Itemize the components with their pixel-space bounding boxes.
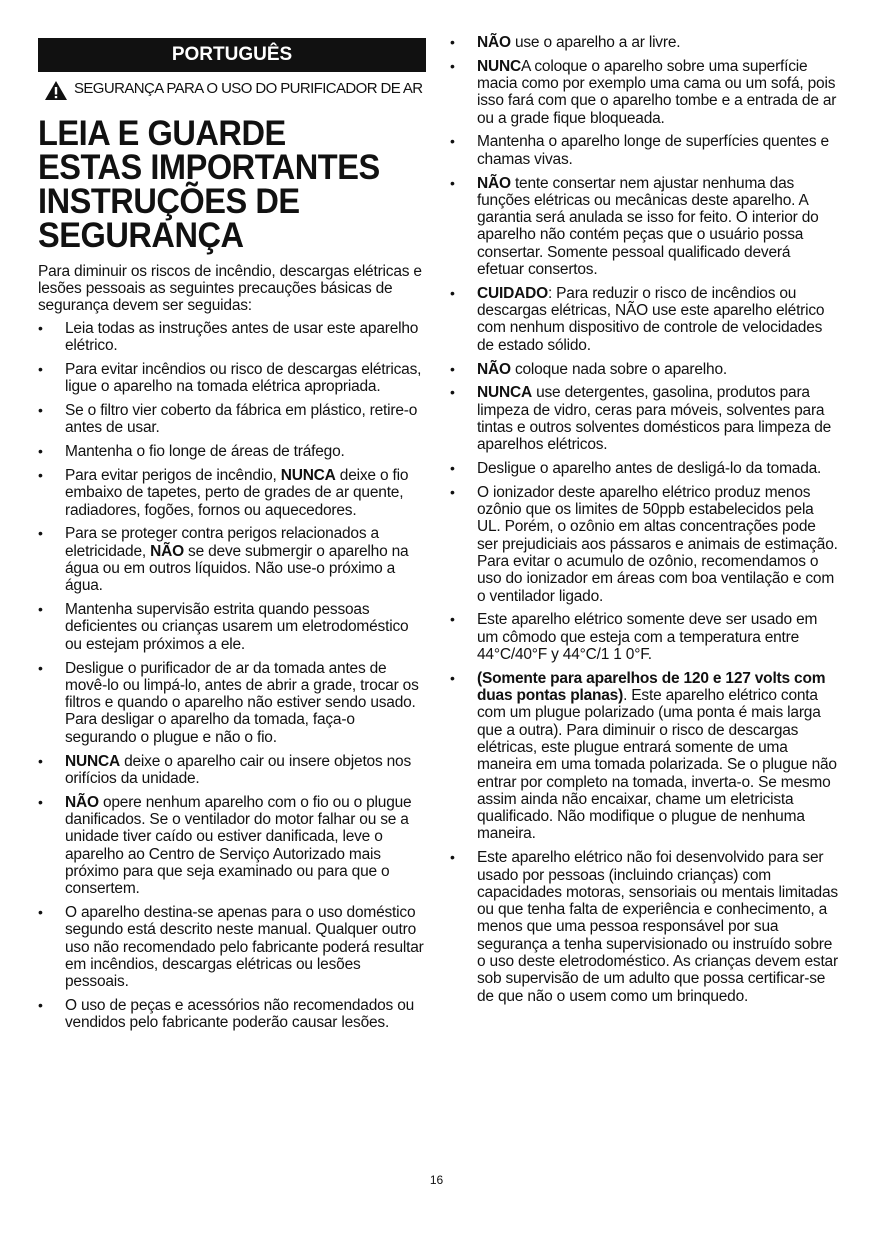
safety-item bbox=[450, 361, 840, 378]
safety-item-text: Desligue o aparelho antes de desligá-lo da tomada. bbox=[477, 460, 822, 478]
safety-item bbox=[450, 175, 840, 279]
safety-item-text: : Para reduzir o risco de incêndios ou descargas elétricas, NÃO use este aparelho elétrico com nenhum dispositivo de controle de velocidades de estado sólido. bbox=[477, 284, 825, 354]
left-column bbox=[38, 34, 426, 1038]
safety-item-text: Se o filtro vier coberto da fábrica em plástico, retire-o antes de usar. bbox=[65, 402, 418, 437]
safety-item-text: O aparelho destina-se apenas para o uso doméstico segundo está descrito neste manual. Qualquer outro uso não recomendado pelo fabricante poderá resultar em incêndios, descargas elétricas ou lesões pessoais. bbox=[65, 903, 424, 991]
safety-item bbox=[450, 58, 840, 127]
safety-item bbox=[38, 997, 426, 1032]
safety-item-emphasis: NUNCA bbox=[280, 467, 336, 485]
warning-icon bbox=[44, 80, 68, 101]
safety-item bbox=[450, 384, 840, 453]
safety-item bbox=[450, 484, 840, 605]
safety-item-emphasis: NÃO bbox=[477, 360, 511, 378]
warning-title: SEGURANÇA PARA O USO DO PURIFICADOR DE AR bbox=[74, 80, 423, 97]
safety-item bbox=[450, 34, 840, 51]
safety-item-text: O ionizador deste aparelho elétrico produz menos ozônio que os limites de 50ppb estabelecidos pela UL. Porém, o ozônio em altas concentrações pode ser prejudiciais aos pássaros e animais de estimação. Para evitar o acumulo de ozônio, recomendamos o uso do ionizador em áreas com boa ventilação e com o ventilador ligado. bbox=[477, 483, 838, 605]
safety-item-text: Mantenha o fio longe de áreas de tráfego. bbox=[65, 443, 345, 461]
safety-item-text: . Este aparelho elétrico conta com um plugue polarizado (uma ponta é mais larga que a outra). Para diminuir o risco de descargas elétricas, este plugue entrará somente de uma maneira em uma tomada polarizada. Se o plugue não entrar por completo na tomada, inverta-o. Se mesmo assim ainda não encaixar, chame um eletricista qualificado. Não modifique o plugue de nenhuma maneira. bbox=[477, 687, 837, 843]
safety-item-emphasis: NÃO bbox=[477, 34, 511, 51]
safety-item bbox=[38, 525, 426, 594]
language-header: PORTUGUÊS bbox=[38, 38, 426, 72]
safety-item bbox=[38, 753, 426, 788]
safety-item bbox=[450, 285, 840, 354]
title-line: SEGURANÇA bbox=[38, 216, 244, 255]
safety-item-emphasis: CUIDADO bbox=[477, 284, 548, 302]
safety-item-emphasis: NÃO bbox=[65, 793, 99, 811]
safety-item bbox=[38, 361, 426, 396]
safety-item bbox=[38, 467, 426, 519]
left-safety-list bbox=[38, 320, 426, 1031]
safety-item bbox=[450, 670, 840, 843]
safety-item-emphasis: NUNCA bbox=[65, 752, 120, 770]
safety-item-text: Para se proteger contra perigos relacionados a eletricidade, bbox=[65, 525, 379, 560]
safety-item-emphasis: NUNC bbox=[477, 57, 521, 75]
safety-item-text: se deve submergir o aparelho na água ou em outros líquidos. Não use-o próximo a água. bbox=[65, 542, 409, 595]
intro-paragraph: Para diminuir os riscos de incêndio, descargas elétricas e lesões pessoais as seguintes precauções básicas de segurança devem ser seguidas: bbox=[38, 263, 422, 314]
safety-item-text: O uso de peças e acessórios não recomendados ou vendidos pelo fabricante poderão causar lesões. bbox=[65, 996, 415, 1032]
title-line: INSTRUÇÕES DE bbox=[38, 182, 300, 221]
safety-item-text: tente consertar nem ajustar nenhuma das funções elétricas ou mecânicas deste aparelho. A garantia será anulada se isso for feito. O interior do aparelho não contém peças que o usuário possa consertar. Somente pessoal qualificado deverá efetuar consertos. bbox=[477, 174, 819, 279]
safety-item bbox=[450, 849, 840, 1005]
safety-item-emphasis: NUNCA bbox=[477, 384, 532, 402]
safety-item bbox=[38, 402, 426, 437]
safety-item bbox=[38, 904, 426, 990]
safety-item bbox=[450, 133, 840, 168]
safety-item-text: Para evitar perigos de incêndio, bbox=[65, 467, 281, 485]
page-title bbox=[38, 114, 399, 255]
safety-item-text: use o aparelho a ar livre. bbox=[510, 34, 681, 51]
safety-item-text: Para evitar incêndios ou risco de descargas elétricas, ligue o aparelho na tomada elétrica apropriada. bbox=[65, 361, 422, 396]
safety-item-text: opere nenhum aparelho com o fio ou o plugue danificados. Se o ventilador do motor falhar ou se a unidade tiver caído ou estiver danificada, leve o aparelho ao Centro de Serviço Autorizado mais próximo para que seja examinado ou para que o consertem. bbox=[65, 793, 412, 898]
safety-item-text: coloque nada sobre o aparelho. bbox=[510, 360, 727, 378]
safety-item bbox=[38, 794, 426, 898]
safety-item bbox=[38, 601, 426, 653]
safety-item-text: use detergentes, gasolina, produtos para limpeza de vidro, ceras para móveis, solventes para tintas e outros solventes domésticos para limpeza de aparelhos elétricos. bbox=[477, 384, 832, 454]
page-number: 16 bbox=[429, 1173, 444, 1187]
safety-warning-heading bbox=[38, 80, 426, 101]
safety-item-text: A coloque o aparelho sobre uma superfície macia como por exemplo uma cama ou um sofá, pois isso fará com que o aparelho tombe e a entrada de ar ou a grade fique bloqueada. bbox=[477, 57, 837, 127]
safety-item bbox=[38, 443, 426, 460]
safety-item bbox=[450, 611, 840, 663]
safety-item bbox=[38, 660, 426, 746]
right-safety-list bbox=[450, 34, 840, 1005]
title-line: ESTAS IMPORTANTES bbox=[38, 148, 380, 187]
safety-item-text: deixe o fio embaixo de tapetes, perto de grades de ar quente, radiadores, fogões, fornos ou aquecedores. bbox=[65, 467, 409, 519]
safety-item-emphasis: NÃO bbox=[150, 542, 184, 560]
title-line: LEIA E GUARDE bbox=[38, 114, 286, 153]
safety-item-emphasis: NÃO bbox=[477, 174, 511, 192]
safety-item-text: Este aparelho elétrico somente deve ser usado em um cômodo que esteja com a temperatura entre 44°C/40°F y 44°C/1 1 0°F. bbox=[477, 611, 818, 663]
right-column bbox=[450, 34, 840, 1011]
safety-item-text: Desligue o purificador de ar da tomada antes de movê-lo ou limpá-lo, antes de abrir a grade, trocar os filtros e quando o aparelho não estiver sendo usado. Para desligar o aparelho da tomada, faça-o segurando o plugue e não o fio. bbox=[65, 659, 419, 746]
safety-item bbox=[450, 460, 840, 477]
safety-item-text: Leia todas as instruções antes de usar este aparelho elétrico. bbox=[65, 320, 419, 355]
safety-item-text: Mantenha supervisão estrita quando pessoas deficientes ou crianças usarem um eletrodoméstico ou estejam próximos a ele. bbox=[65, 601, 409, 653]
safety-item-emphasis: (Somente para aparelhos de 120 e 127 volts com duas pontas planas) bbox=[477, 669, 826, 705]
safety-item-text: deixe o aparelho cair ou insere objetos nos orifícios da unidade. bbox=[65, 752, 412, 787]
safety-item bbox=[38, 320, 426, 355]
safety-item-text: Este aparelho elétrico não foi desenvolvido para ser usado por pessoas (incluindo crianças) com capacidades motoras, sensoriais ou mentais limitadas ou que tenha falta de experiência e conhecimento, a menos que uma pessoa responsável por sua segurança a tenha supervisionado ou instruído sobre o uso deste eletrodoméstico. As crianças devem estar sob supervisão de um adulto que possa certificar-se de que não o usem como um brinquedo. bbox=[477, 849, 838, 1005]
safety-item-text: Mantenha o aparelho longe de superfícies quentes e chamas vivas. bbox=[477, 133, 829, 168]
